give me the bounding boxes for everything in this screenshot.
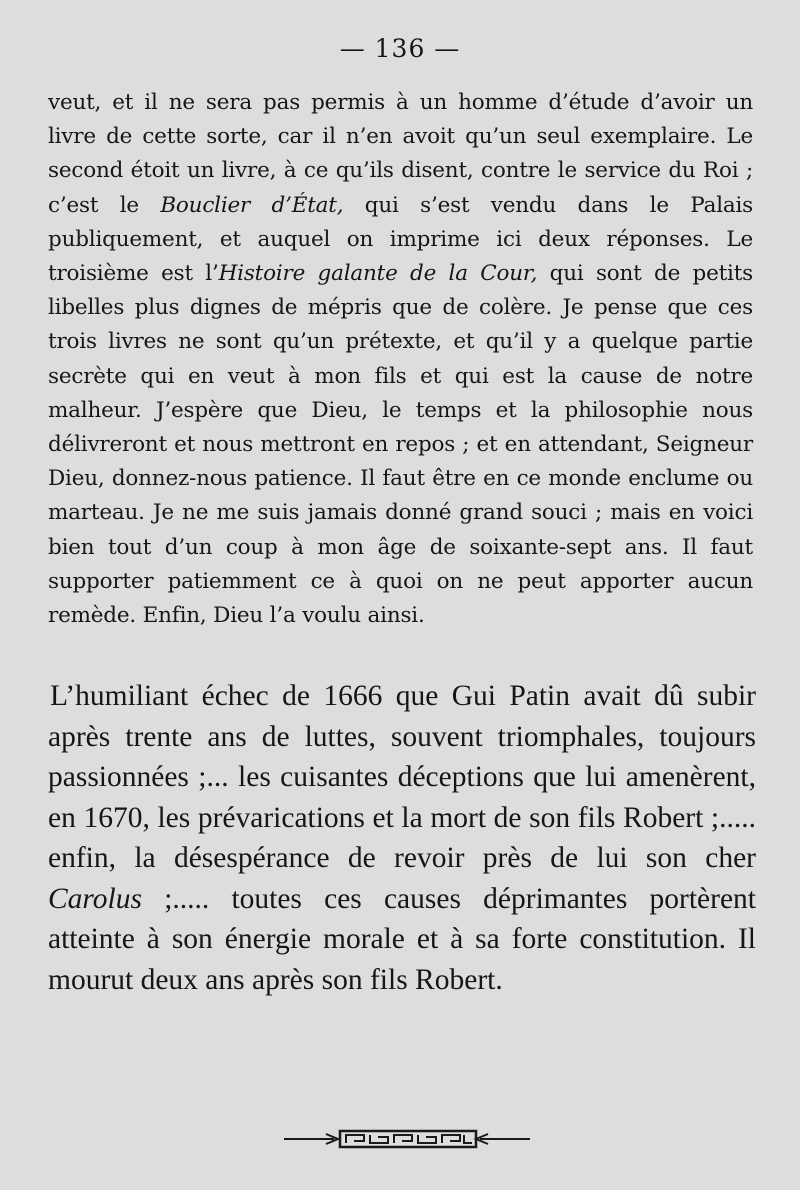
narrative-text-part-2: ;..... toutes ces causes déprimantes portèrent atteinte à son énergie morale et à sa forte constitution. Il mourut deux ans après son fils Robert.	[48, 882, 756, 996]
book-title-bouclier: Bouclier d’État,	[160, 192, 344, 218]
letter-text-part-2: qui s’est vendu dans le Palais publiquement, et auquel on imprime ici deux réponses. Le troisième est l’	[48, 192, 753, 287]
letter-text-part-1: veut, et il ne sera pas permis à un homme d’étude d’avoir un livre de cette sorte, car il n’en avoit qu’un seul exemplaire. Le second étoit un livre, à ce qu’ils disent, contre le service du Roi ; c’est le	[48, 90, 753, 218]
book-title-histoire-galante: Histoire galante de la Cour,	[218, 261, 538, 287]
letter-text-part-3: qui sont de petits libelles plus dignes de mépris que de colère. Je pense que ces trois livres ne sont qu’un prétexte, et qu’il y a quelque partie secrète qui en veut à mon fils et qui est la cause de notre malheur. J’espère que Dieu, le temps et la philosophie nous délivreront et nous mettront en repos ; et en attendant, Seigneur Dieu, donnez-nous patience. Il faut être en ce monde enclume ou marteau. Je ne me suis jamais donné grand souci ; mais en voici bien tout d’un coup à mon âge de soixante-sept ans. Il faut supporter patiemment ce à quoi on ne peut apporter aucun remède. Enfin, Dieu l’a voulu ainsi.	[48, 261, 754, 629]
greek-key-tailpiece-icon	[284, 1127, 530, 1151]
narrative-text-part-1: L’humiliant échec de 1666 que Gui Patin avait dû subir après trente ans de luttes, souvent triomphales, toujours passionnées ;... les cuisantes déceptions que lui amenèrent, en 1670, les prévarications et la mort de son fils Robert ;..... enfin, la désespérance de revoir près de lui son cher	[48, 680, 756, 874]
page-number: — 136 —	[339, 34, 461, 63]
name-carolus: Carolus	[48, 882, 142, 915]
letter-quotation	[48, 86, 753, 633]
narrative-paragraph	[48, 676, 756, 1000]
